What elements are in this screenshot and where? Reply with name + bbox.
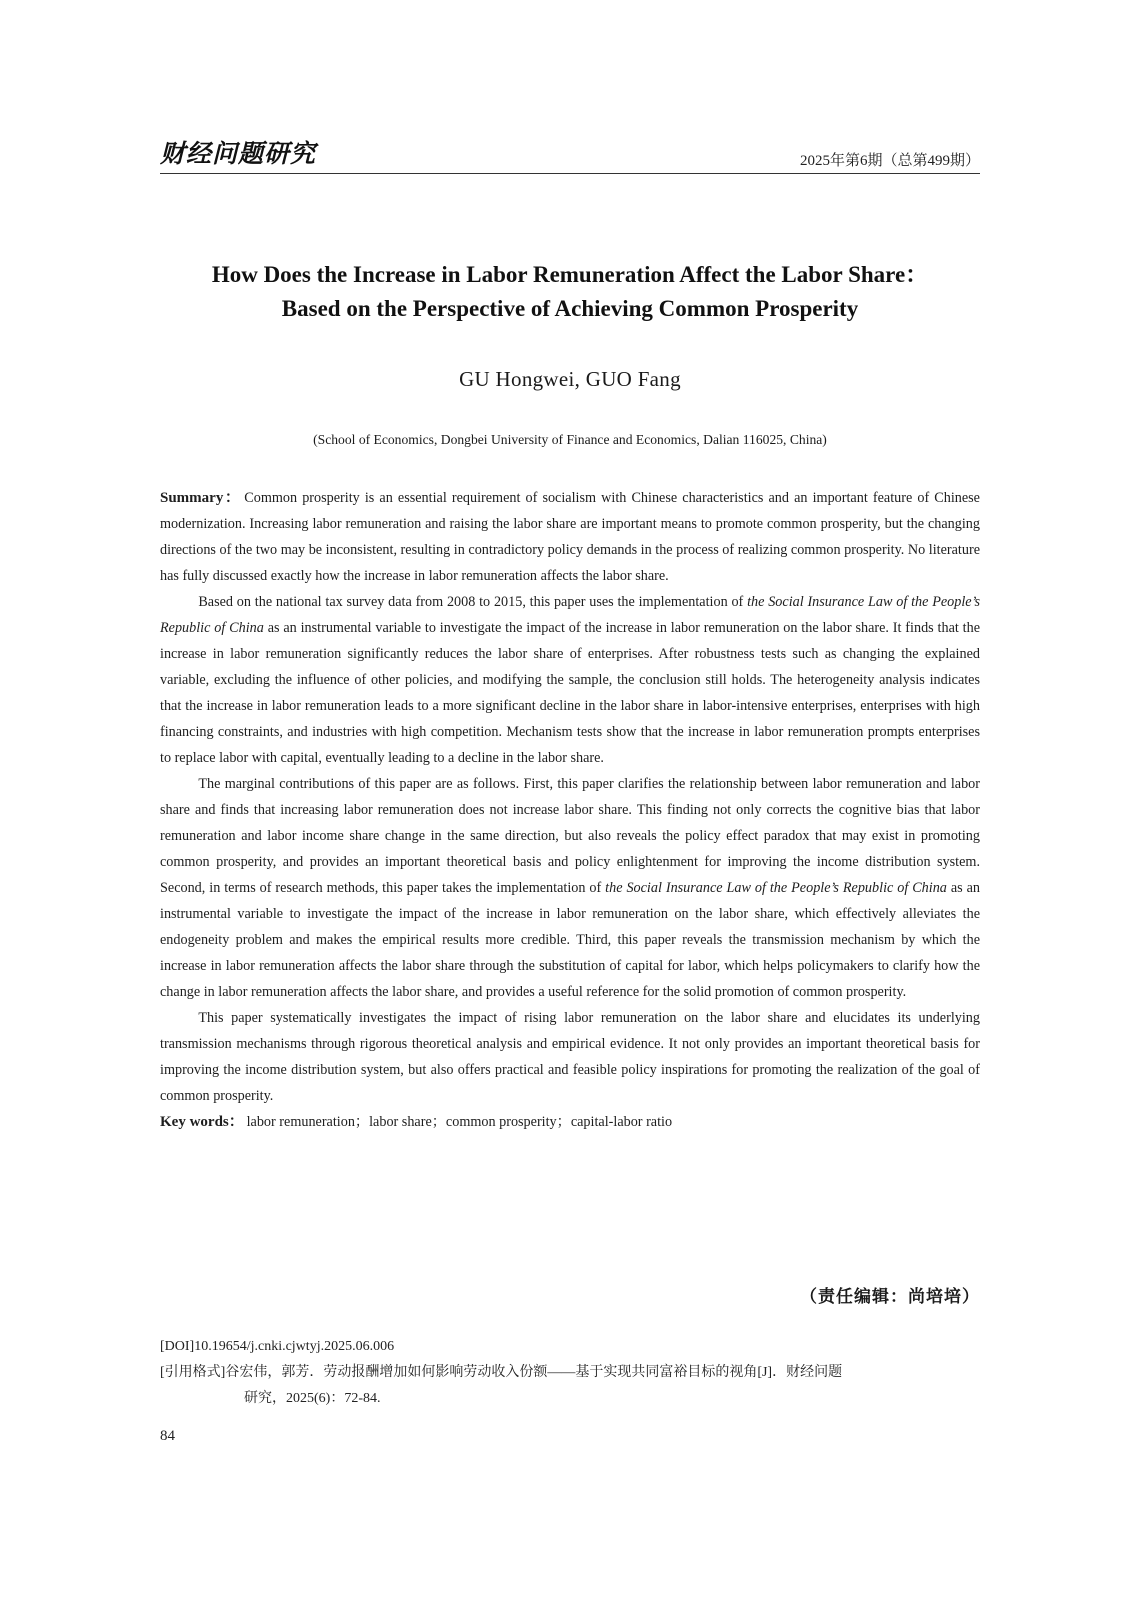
authors: GU Hongwei, GUO Fang — [459, 367, 681, 391]
summary-paragraph-2 — [160, 589, 980, 771]
paper-title — [160, 258, 980, 326]
affiliation: (School of Economics, Dongbei University of Finance and Economics, Dalian 116025, China) — [313, 432, 827, 447]
law-title-italic: the Social Insurance Law of the People’s Republic of China — [160, 594, 980, 636]
keywords-text: labor remuneration；labor share；common prosperity；capital-labor ratio — [246, 1114, 673, 1130]
summary-paragraph-3 — [160, 771, 980, 1005]
page-number: 84 — [160, 1428, 175, 1444]
title-line-2: Based on the Perspective of Achieving Common Prosperity — [281, 296, 859, 321]
keywords-label: Key words： — [160, 1114, 244, 1130]
summary-p3-text-b: as an instrumental variable to investigate the impact of the increase in labor remuneration on the labor share, which effectively alleviates the endogeneity problem and makes the empirical results more credible. Third, this paper reveals the transmission mechanism by which the increase in labor remuneration affects the labor share through the substitution of capital for labor, which helps policymakers to clarify how the change in labor remuneration affects the labor share, and provides a useful reference for the solid promotion of common prosperity. — [160, 880, 980, 1000]
header-rule — [160, 173, 980, 174]
citation-format: [引用格式]谷宏伟，郭芳．劳动报酬增加如何影响劳动收入份额——基于实现共同富裕目标的视角[J]．财经问题 — [160, 1365, 843, 1380]
summary-p2-text-a: Based on the national tax survey data from 2008 to 2015, this paper uses the implementation of — [198, 594, 748, 610]
abstract — [160, 485, 980, 1135]
journal-logo: 财经问题研究 — [160, 139, 317, 168]
summary-paragraph-1 — [160, 485, 980, 589]
summary-paragraph-4: This paper systematically investigates the impact of rising labor remuneration on the labor share and elucidates its underlying transmission mechanisms through rigorous theoretical analysis and empirical evidence. It not only provides an important theoretical basis for improving the income distribution system, but also offers practical and feasible policy inspirations for promoting the realization of the goal of common prosperity. — [160, 1010, 980, 1104]
title-line-1: How Does the Increase in Labor Remuneration Affect the Labor Share： — [211, 262, 929, 287]
running-header — [160, 140, 980, 174]
article-references — [160, 1334, 980, 1412]
summary-p2-text-b: as an instrumental variable to investigate the impact of the increase in labor remuneration on the labor share. It finds that the increase in labor remuneration significantly reduces the labor share of enterprises. After robustness tests such as changing the explained variable, excluding the influence of other policies, and modifying the sample, the conclusion still holds. The heterogeneity analysis indicates that the increase in labor remuneration leads to a more significant decline in the labor share in labor-intensive enterprises, enterprises with high financing constraints, and industries with high competition. Mechanism tests show that the increase in labor remuneration prompts enterprises to replace labor with capital, eventually leading to a decline in the labor share. — [160, 620, 980, 766]
doi: [DOI]10.19654/j.cnki.cjwtyj.2025.06.006 — [160, 1339, 395, 1354]
summary-p1-text: Common prosperity is an essential requirement of socialism with Chinese characteristics and an important feature of Chinese modernization. Increasing labor remuneration and raising the labor share are important means to promote common prosperity, but the changing directions of the two may be inconsistent, resulting in contradictory policy demands in the process of realizing common prosperity. No literature has fully discussed exactly how the increase in labor remuneration affects the labor share. — [160, 490, 980, 584]
law-title-italic: the Social Insurance Law of the People’s Republic of China — [605, 880, 947, 896]
keywords — [160, 1109, 980, 1135]
responsible-editor: （责任编辑：尚培培） — [800, 1287, 980, 1307]
issue-info: 2025年第6期（总第499期） — [799, 153, 980, 169]
summary-p3-text-a: The marginal contributions of this paper are as follows. First, this paper clarifies the relationship between labor remuneration and labor share and finds that increasing labor remuneration does not increase labor share. This finding not only corrects the cognitive bias that labor remuneration and labor income share change in the same direction, but also reveals the policy effect paradox that may exist in promoting common prosperity, and provides an important theoretical basis and policy enlightenment for improving the income distribution system. Second, in terms of research methods, this paper takes the implementation of — [160, 776, 980, 896]
citation-format-continued: 研究，2025(6)：72-84. — [244, 1391, 381, 1406]
summary-label: Summary： — [160, 490, 242, 506]
